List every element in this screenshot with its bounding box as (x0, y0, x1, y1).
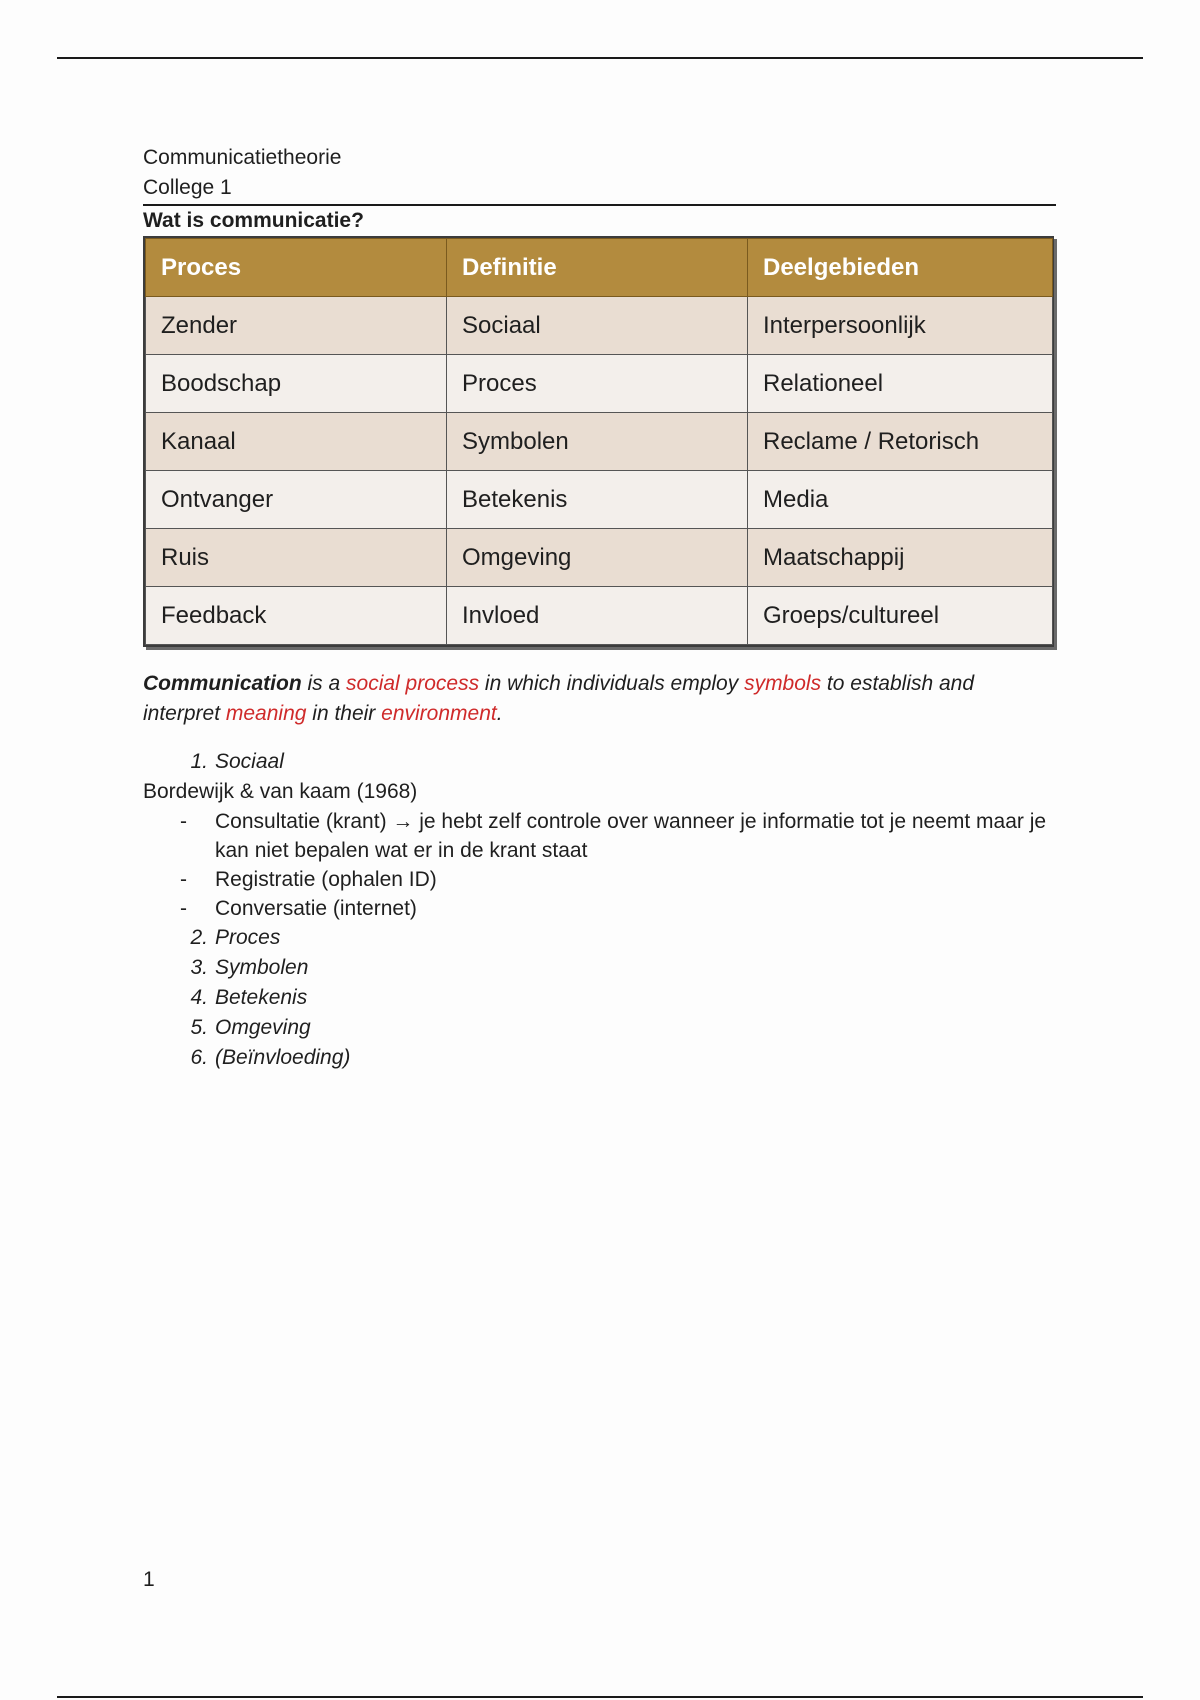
list-label: Symbolen (215, 956, 309, 979)
definition-text: in their (306, 702, 382, 725)
table-cell: Boodschap (146, 355, 447, 413)
highlight-symbols: symbols (744, 672, 822, 695)
table-row (146, 471, 1053, 529)
page-content (143, 143, 1056, 1073)
list-number: 4. (190, 986, 208, 1009)
list-number: 3. (190, 956, 208, 979)
table-cell: Relationeel (748, 355, 1053, 413)
table-cell: Zender (146, 297, 447, 355)
list-label: Proces (215, 926, 281, 949)
table-cell: Interpersoonlijk (748, 297, 1053, 355)
table-cell: Proces (447, 355, 748, 413)
list-label: Sociaal (215, 750, 284, 773)
bullet-text: Consultatie (krant) → je hebt zelf controle over wanneer je informatie tot je neemt maar je kan niet bepalen wat er in de krant staat (215, 810, 1047, 862)
section-heading: Wat is communicatie? (143, 204, 1056, 236)
definition-text: . (496, 702, 503, 725)
definition-text: in which individuals employ (479, 672, 745, 695)
table-cell: Betekenis (447, 471, 748, 529)
numbered-list (143, 747, 1056, 1073)
table-row (146, 355, 1053, 413)
table-row (146, 529, 1053, 587)
highlight-social-process: social process (346, 672, 480, 695)
bullet-dash: - (180, 868, 187, 891)
list-item (143, 1013, 1056, 1043)
list-number: 5. (190, 1016, 208, 1039)
title-block (143, 143, 1056, 203)
communication-table (143, 236, 1054, 647)
table-cell: Sociaal (447, 297, 748, 355)
table-cell: Kanaal (146, 413, 447, 471)
list-item (143, 747, 1056, 777)
bullet-item (143, 865, 1056, 894)
bullet-text: Registratie (ophalen ID) (215, 868, 437, 891)
table-header-row (146, 239, 1053, 297)
bullet-item (143, 807, 1056, 865)
bullet-dash: - (180, 897, 187, 920)
table-row (146, 297, 1053, 355)
list-number: 1. (190, 750, 208, 773)
document-subtitle: College 1 (143, 176, 232, 199)
table-cell: Symbolen (447, 413, 748, 471)
bullet-dash: - (180, 810, 187, 833)
highlight-environment: environment (381, 702, 497, 725)
table-cell: Groeps/cultureel (748, 587, 1053, 645)
page-number: 1 (143, 1568, 155, 1591)
table-row (146, 587, 1053, 645)
list-label: Omgeving (215, 1016, 311, 1039)
table-cell: Maatschappij (748, 529, 1053, 587)
header-rule (57, 57, 1143, 59)
definition-text: is a (301, 672, 347, 695)
list-number: 2. (190, 926, 208, 949)
bullet-item (143, 894, 1056, 923)
footer-rule (57, 1696, 1143, 1698)
list-number: 6. (190, 1046, 208, 1069)
definition-term: Communication (143, 672, 302, 695)
reference-line: Bordewijk & van kaam (1968) (143, 780, 418, 803)
table-cell: Ruis (146, 529, 447, 587)
table-cell: Omgeving (447, 529, 748, 587)
list-item (143, 1043, 1056, 1073)
column-header: Definitie (447, 239, 748, 297)
definition-text: interpret (143, 702, 226, 725)
definition-text: to establish and (821, 672, 975, 695)
list-item (143, 923, 1056, 953)
table-cell: Feedback (146, 587, 447, 645)
table-row (146, 413, 1053, 471)
table-cell: Ontvanger (146, 471, 447, 529)
column-header: Deelgebieden (748, 239, 1053, 297)
table-cell: Media (748, 471, 1053, 529)
list-item (143, 983, 1056, 1013)
list-label: Betekenis (215, 986, 308, 1009)
communication-definition (143, 669, 1056, 729)
list-item (143, 953, 1056, 983)
table-cell: Invloed (447, 587, 748, 645)
document-title: Communicatietheorie (143, 146, 342, 169)
list-label: (Beïnvloeding) (215, 1046, 351, 1069)
column-header: Proces (146, 239, 447, 297)
highlight-meaning: meaning (225, 702, 307, 725)
bullet-text: Conversatie (internet) (215, 897, 417, 920)
table-cell: Reclame / Retorisch (748, 413, 1053, 471)
